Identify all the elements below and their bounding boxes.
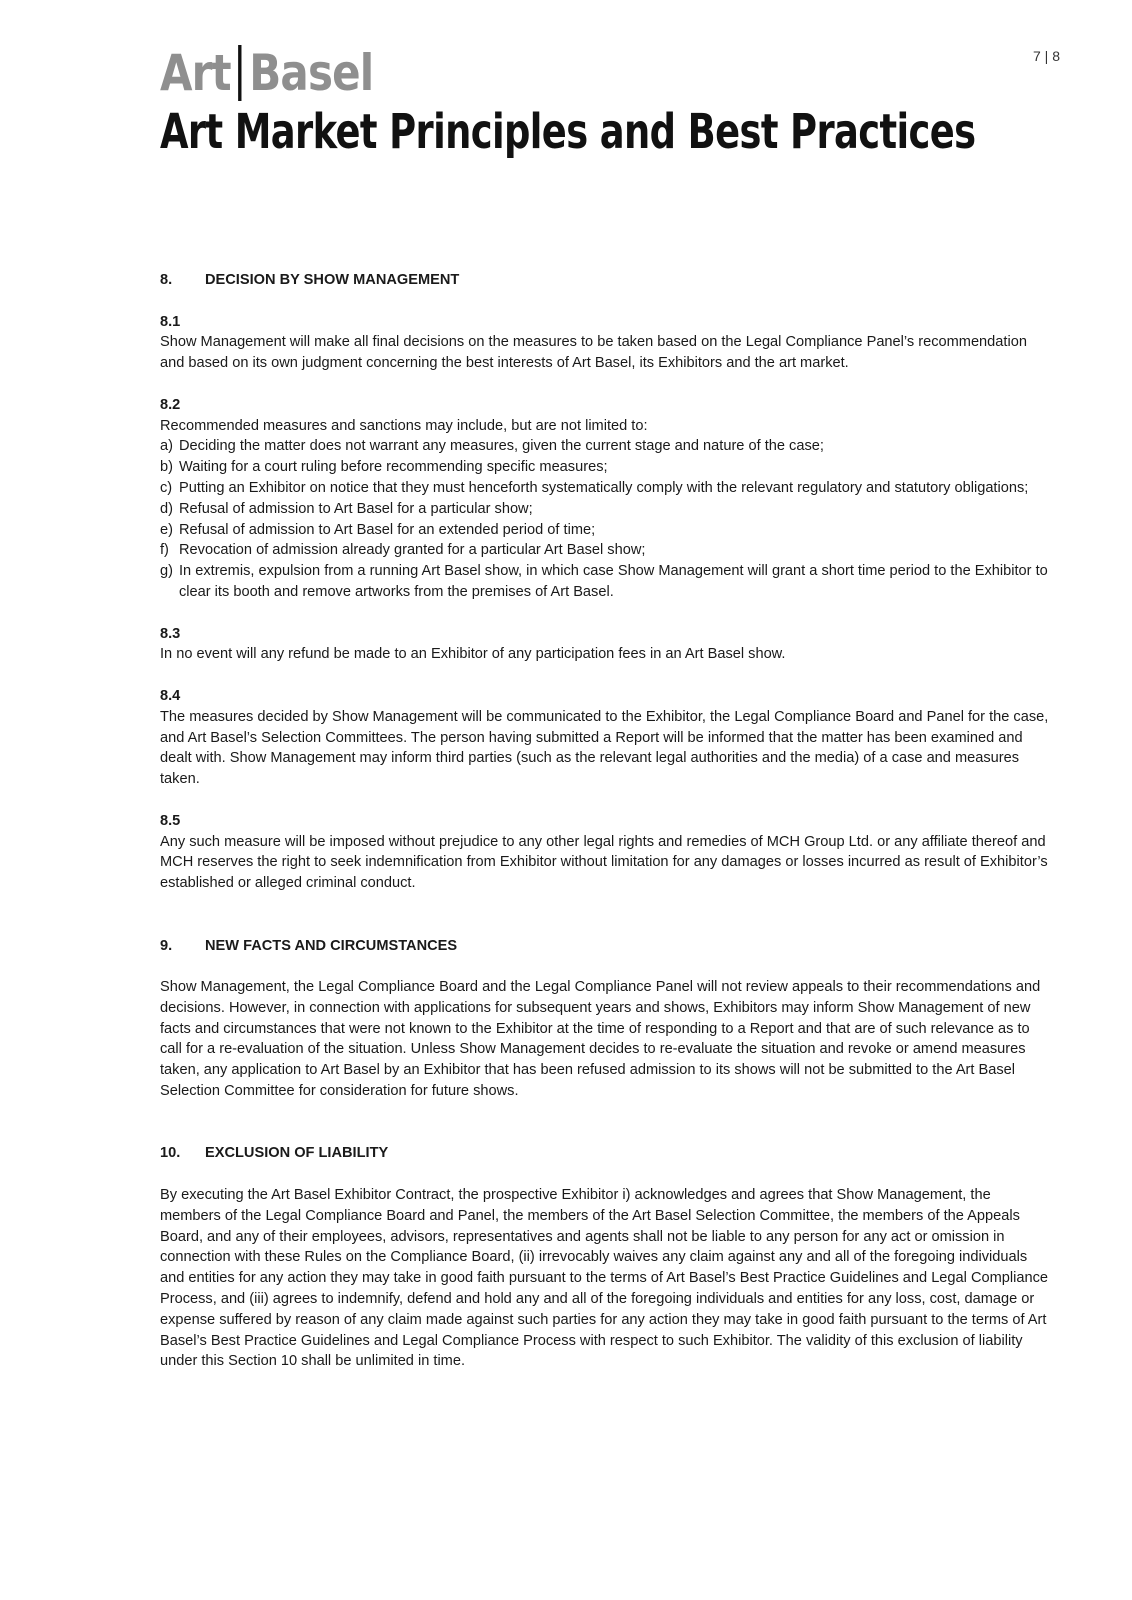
list-item-letter: c)	[160, 479, 173, 496]
list-item-text: Putting an Exhibitor on notice that they must henceforth systematically comply with the relevant regulatory and statutory obligations;	[179, 479, 1029, 496]
section-10-text: By executing the Art Basel Exhibitor Contract, the prospective Exhibitor i) acknowledges and agrees that Show Management, the members of the Legal Compliance Board and Panel, the members of the Art Basel Selection Committee, the members of the Appeals Board, and any of their employees, advisors, representatives and agents shall not be liable to any person for any act or omission in connection with these Rules on the Compliance Board, (ii) irrevocably waives any claim against any and all of the foregoing individuals and entities for any action they may take in good faith pursuant to the terms of Art Basel’s Best Practice Guidelines and Legal Compliance Process, and (iii) agrees to indemnify, defend and hold any and all of the foregoing individuals and entities for any loss, cost, damage or expense suffered by reason of any claim made against such parties for any action they may take in good faith pursuant to the terms of Art Basel’s Best Practice Guidelines and Legal Compliance Process with respect to such Exhibitor. The validity of this exclusion of liability under this Section 10 shall be unlimited in time.	[160, 1187, 1049, 1370]
list-item	[160, 561, 1050, 603]
list-item-letter: e)	[160, 521, 173, 538]
list-item-text: Revocation of admission already granted for a particular Art Basel show;	[179, 542, 646, 559]
section-10-heading	[160, 1143, 1050, 1164]
list-item	[160, 457, 1050, 478]
subsection-8-2-intro: Recommended measures and sanctions may include, but are not limited to:	[160, 417, 648, 434]
section-9-text: Show Management, the Legal Compliance Board and the Legal Compliance Panel will not review appeals to their recommendations and decisions. However, in connection with applications for subsequent years and shows, Exhibitors may inform Show Management of new facts and circumstances that were not known to the Exhibitor at the time of responding to a Report and that are of such relevance as to call for a re-evaluation of the situation. Unless Show Management decides to re-evaluate the situation and revoke or amend measures taken, any application to Art Basel by an Exhibitor that has been refused admission to its shows will not be submitted to the Art Basel Selection Committee for consideration for future shows.	[160, 979, 1041, 1100]
list-item	[160, 540, 1050, 561]
section-8-heading	[160, 270, 1050, 291]
list-item	[160, 436, 1050, 457]
list-item-letter: g)	[160, 563, 173, 580]
section-title: NEW FACTS AND CIRCUMSTANCES	[205, 937, 458, 954]
section-title: DECISION BY SHOW MANAGEMENT	[205, 272, 460, 288]
section-number: 10.	[160, 1145, 181, 1162]
subsection-8-4-text: The measures decided by Show Management will be communicated to the Exhibitor, the Legal Compliance Board and Panel for the case, and Art Basel’s Selection Committees. The person having submitted a Report will be informed that the matter has been examined and dealt with. Show Management may inform third parties (such as the relevant legal authorities and the media) of a case and measures taken.	[160, 708, 1049, 788]
list-item-text: Deciding the matter does not warrant any measures, given the current stage and nature of the case;	[179, 438, 824, 455]
list-item-text: Waiting for a court ruling before recommending specific measures;	[179, 459, 608, 476]
list-item-letter: d)	[160, 500, 173, 517]
section-9-heading	[160, 936, 1050, 957]
subsection-8-1-text: Show Management will make all final decisions on the measures to be taken based on the Legal Compliance Panel’s recommendation and based on its own judgment concerning the best interests of Art Basel, its Exhibitors and the art market.	[160, 334, 1027, 372]
list-item-letter: b)	[160, 459, 173, 476]
art-basel-logo	[160, 44, 373, 102]
subsection-8-3-text: In no event will any refund be made to an Exhibitor of any participation fees in an Art Basel show.	[160, 646, 786, 663]
section-number: 8.	[160, 272, 173, 288]
subsection-8-5-number: 8.5	[160, 812, 181, 829]
page-number: 7 | 8	[1033, 48, 1060, 64]
list-item	[160, 478, 1050, 499]
list-item-text: Refusal of admission to Art Basel for an extended period of time;	[179, 521, 596, 538]
logo-divider	[238, 45, 241, 101]
section-title: EXCLUSION OF LIABILITY	[205, 1145, 389, 1162]
list-item-text: In extremis, expulsion from a running Art Basel show, in which case Show Management will grant a short time period to the Exhibitor to clear its booth and remove artworks from the premises of Art Basel.	[179, 563, 1048, 600]
subsection-8-5-text: Any such measure will be imposed without prejudice to any other legal rights and remedies of MCH Group Ltd. or any affiliate thereof and MCH reserves the right to seek indemnification from Exhibitor without limitation for any damages or losses incurred as result of Exhibitor’s established or alleged criminal conduct.	[160, 833, 1048, 892]
measures-list	[160, 436, 1050, 602]
subsection-8-3-number: 8.3	[160, 625, 181, 642]
list-item-letter: f)	[160, 542, 169, 559]
list-item	[160, 499, 1050, 520]
list-item	[160, 520, 1050, 541]
document-body	[160, 270, 1050, 1372]
logo-word-basel: Basel	[249, 44, 374, 102]
subsection-8-1-number: 8.1	[160, 313, 181, 330]
subsection-8-4-number: 8.4	[160, 687, 181, 704]
document-title: Art Market Principles and Best Practices	[160, 104, 976, 160]
subsection-8-2-number: 8.2	[160, 396, 181, 413]
section-number: 9.	[160, 937, 173, 954]
list-item-letter: a)	[160, 438, 173, 455]
logo-word-art: Art	[160, 44, 231, 102]
list-item-text: Refusal of admission to Art Basel for a particular show;	[179, 500, 533, 517]
